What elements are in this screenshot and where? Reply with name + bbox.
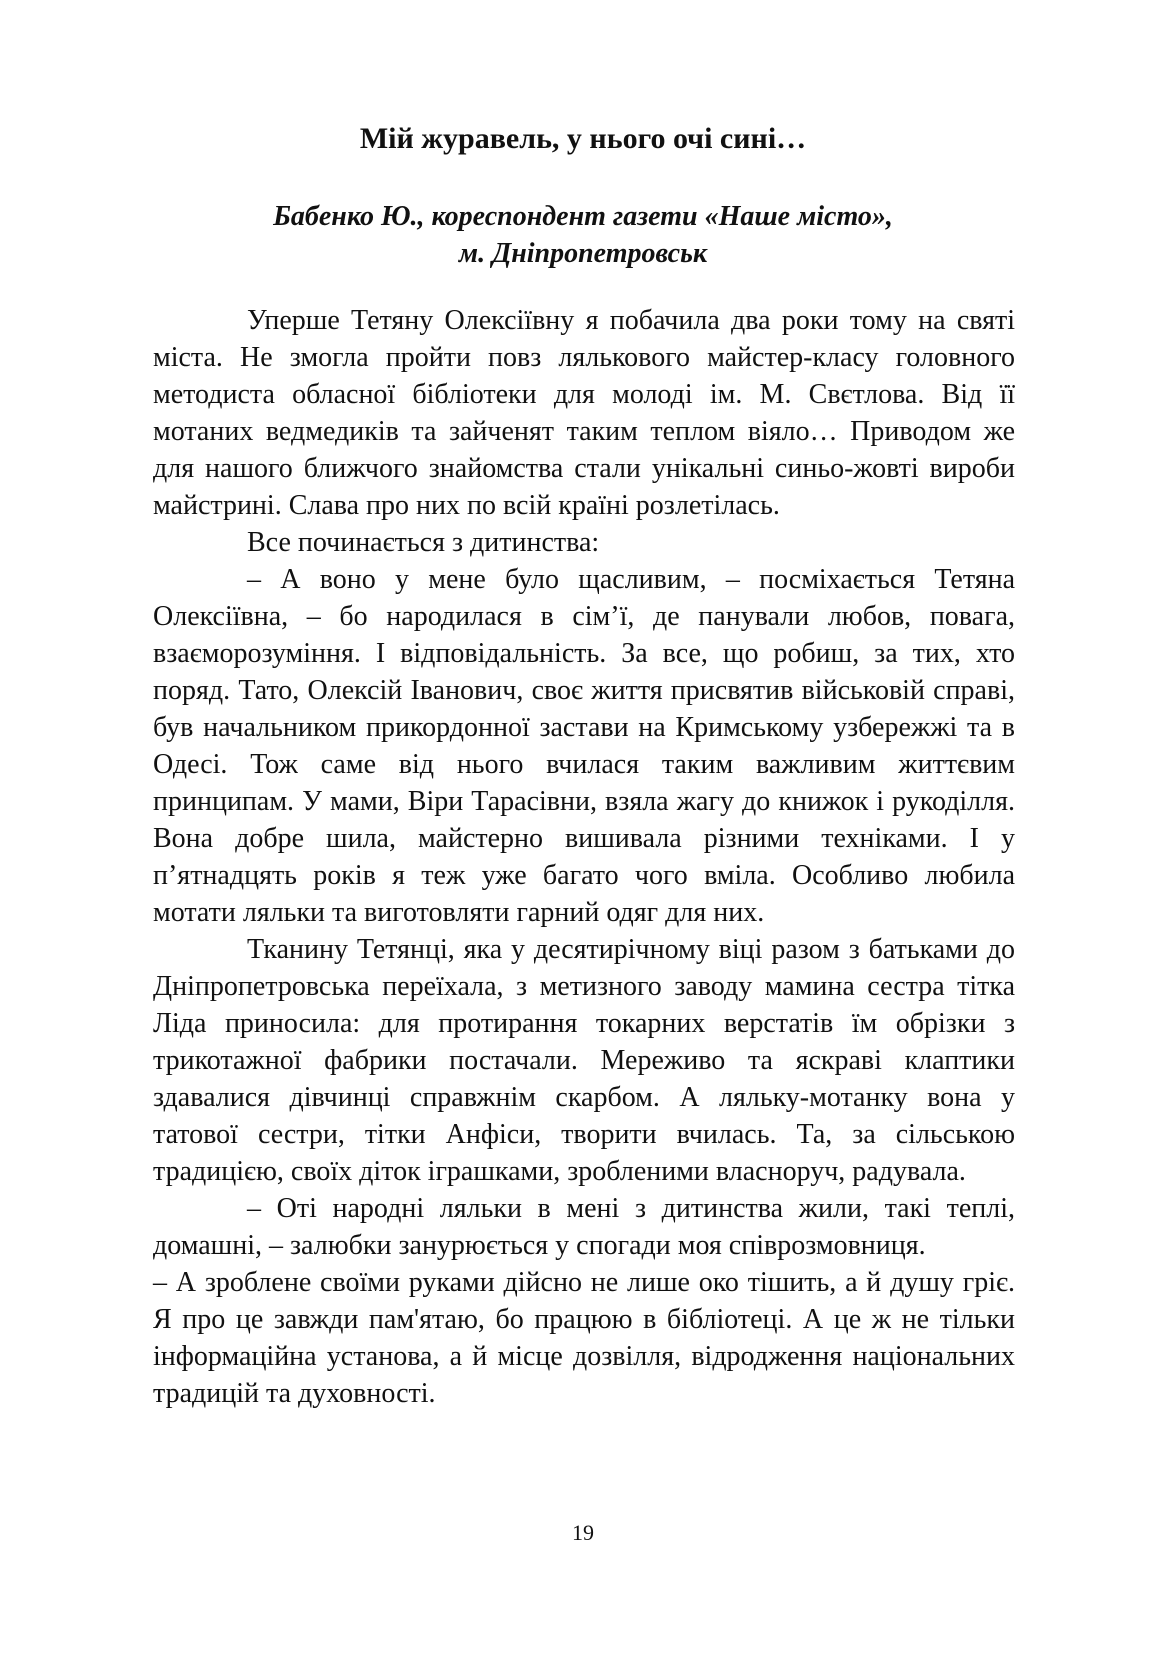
byline-author: Бабенко Ю., кореспондент газети «Наше місто», bbox=[273, 201, 893, 232]
paragraph: Все починається з дитинства: bbox=[247, 527, 600, 558]
paragraph: – А зроблене своїми руками дійсно не лише око тішить, а й душу гріє. Я про це завжди пам'ятаю, бо працюю в бібліотеці. А це ж не тільки інформаційна установа, а й місце дозвілля, відродження національних традицій та духовності. bbox=[153, 1267, 1015, 1409]
paragraph: – Оті народні ляльки в мені з дитинства жили, такі теплі, домашні, – залюбки занурюється у спогади моя співрозмовниця. bbox=[153, 1193, 1015, 1261]
paragraph: Уперше Тетяну Олексіївну я побачила два роки тому на святі міста. Не змогла пройти повз лялькового майстер-класу головного методиста обласної бібліотеки для молоді ім. М. Свєтлова. Від її мотаних ведмедиків та зайченят таким теплом віяло… Приводом же для нашого ближчого знайомства стали унікальні синьо-жовті вироби майстрині. Слава про них по всій країні розлетілась. bbox=[153, 305, 1015, 521]
paragraph: – А воно у мене було щасливим, – посміхається Тетяна Олексіївна, – бо народилася в сім’ї, де панували любов, повага, взаєморозуміння. І відповідальність. За все, що робиш, за тих, хто поряд. Тато, Олексій Іванович, своє життя присвятив військовій справі, був начальником прикордонної застави на Кримському узбережжі та в Одесі. Тож саме від нього вчилася таким важливим життєвим принципам. У мами, Віри Тарасівни, взяла жагу до книжок і рукоділля. Вона добре шила, майстерно вишивала різними техніками. І у п’ятнадцять років я теж уже багато чого вміла. Особливо любила мотати ляльки та виготовляти гарний одяг для них. bbox=[153, 564, 1015, 928]
paragraph: Тканину Тетянці, яка у десятирічному віці разом з батьками до Дніпропетровська переїхала, з метизного заводу мамина сестра тітка Ліда приносила: для протирання токарних верстатів їм обрізки з трикотажної фабрики постачали. Мереживо та яскраві клаптики здавалися дівчинці справжнім скарбом. А ляльку-мотанку вона у татової сестри, тітки Анфіси, творити вчилась. Та, за сільською традицією, своїх діток іграшками, зробленими власноруч, радувала. bbox=[153, 934, 1015, 1187]
article-body bbox=[153, 302, 1015, 1412]
byline-city: м. Дніпропетровськ bbox=[458, 238, 708, 269]
article-title: Мій журавель, у нього очі сині… bbox=[359, 122, 807, 155]
article-byline bbox=[0, 198, 1166, 272]
page-number: 19 bbox=[572, 1520, 594, 1545]
